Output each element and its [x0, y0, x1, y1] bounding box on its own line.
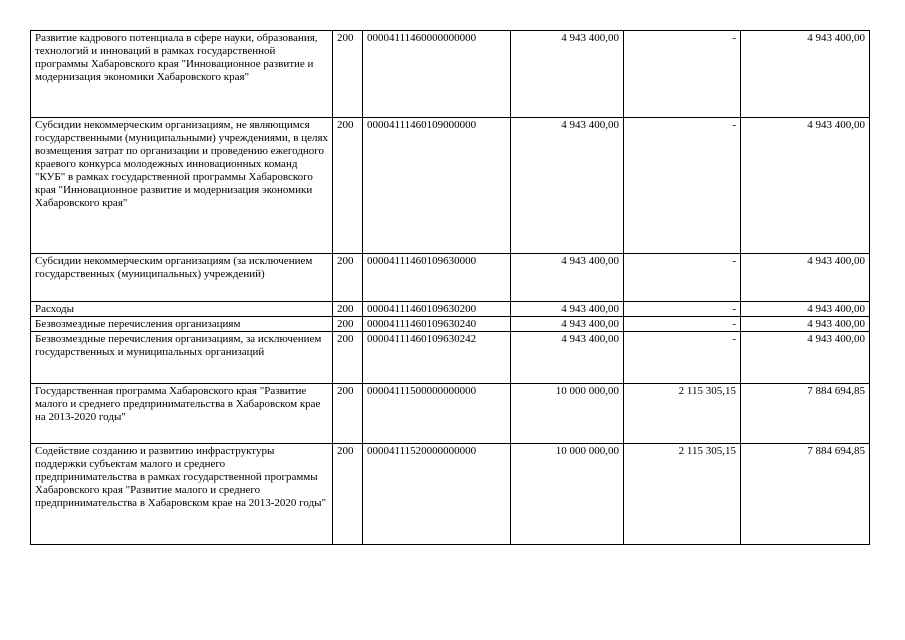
- row-approved: 10 000 000,00: [511, 444, 624, 545]
- row-executed: -: [624, 31, 741, 118]
- row-classification: 00004111460109630242: [363, 332, 511, 384]
- row-name: Безвозмездные перечисления организациям: [31, 317, 333, 332]
- row-remaining: 4 943 400,00: [741, 317, 870, 332]
- row-name: Субсидии некоммерческим организациям (за исключением государственных (муниципальных) учреждений): [31, 254, 333, 302]
- row-approved: 4 943 400,00: [511, 332, 624, 384]
- row-classification: 00004111520000000000: [363, 444, 511, 545]
- row-executed: -: [624, 302, 741, 317]
- table-row: [31, 384, 870, 444]
- table-row: [31, 317, 870, 332]
- row-approved: 10 000 000,00: [511, 384, 624, 444]
- row-name: Содействие созданию и развитию инфраструктуры поддержки субъектам малого и среднего предпринимательства в рамках государственной программы Хабаровского края "Развитие малого и среднего предпринимательства в Хабаровском крае на 2013-2020 годы": [31, 444, 333, 545]
- table-row: [31, 254, 870, 302]
- row-remaining: 4 943 400,00: [741, 31, 870, 118]
- row-code: 200: [333, 384, 363, 444]
- row-remaining: 4 943 400,00: [741, 254, 870, 302]
- row-classification: 00004111460109630000: [363, 254, 511, 302]
- row-approved: 4 943 400,00: [511, 31, 624, 118]
- row-approved: 4 943 400,00: [511, 317, 624, 332]
- row-name: Безвозмездные перечисления организациям, за исключением государственных и муниципальных организаций: [31, 332, 333, 384]
- row-classification: 00004111460109630240: [363, 317, 511, 332]
- row-name: Расходы: [31, 302, 333, 317]
- row-approved: 4 943 400,00: [511, 254, 624, 302]
- row-executed: -: [624, 317, 741, 332]
- row-approved: 4 943 400,00: [511, 118, 624, 254]
- row-code: 200: [333, 302, 363, 317]
- table-row: [31, 444, 870, 545]
- row-executed: 2 115 305,15: [624, 384, 741, 444]
- row-remaining: 4 943 400,00: [741, 332, 870, 384]
- row-remaining: 4 943 400,00: [741, 118, 870, 254]
- row-approved: 4 943 400,00: [511, 302, 624, 317]
- row-remaining: 7 884 694,85: [741, 444, 870, 545]
- row-remaining: 7 884 694,85: [741, 384, 870, 444]
- row-code: 200: [333, 332, 363, 384]
- budget-table: [30, 30, 870, 545]
- row-code: 200: [333, 118, 363, 254]
- row-code: 200: [333, 317, 363, 332]
- table-row: [31, 118, 870, 254]
- row-classification: 00004111460000000000: [363, 31, 511, 118]
- row-executed: -: [624, 118, 741, 254]
- row-executed: 2 115 305,15: [624, 444, 741, 545]
- row-name: Государственная программа Хабаровского края "Развитие малого и среднего предпринимательства в Хабаровском крае на 2013-2020 годы": [31, 384, 333, 444]
- row-executed: -: [624, 332, 741, 384]
- row-classification: 00004111500000000000: [363, 384, 511, 444]
- table-row: [31, 31, 870, 118]
- row-name: Субсидии некоммерческим организациям, не являющимся государственными (муниципальными) учреждениями, в целях возмещения затрат по организации и проведению ежегодного краевого конкурса молодежных инновационных команд "КУБ" в рамках государственной программы Хабаровского края "Инновационное развитие и модернизация экономики Хабаровского края": [31, 118, 333, 254]
- row-name: Развитие кадрового потенциала в сфере науки, образования, технологий и инноваций в рамках государственной программы Хабаровского края "Инновационное развитие и модернизация экономики Хабаровского края": [31, 31, 333, 118]
- table-row: [31, 302, 870, 317]
- row-code: 200: [333, 444, 363, 545]
- report-sheet: [30, 30, 870, 545]
- row-remaining: 4 943 400,00: [741, 302, 870, 317]
- table-row: [31, 332, 870, 384]
- row-classification: 00004111460109000000: [363, 118, 511, 254]
- row-code: 200: [333, 31, 363, 118]
- row-classification: 00004111460109630200: [363, 302, 511, 317]
- row-code: 200: [333, 254, 363, 302]
- row-executed: -: [624, 254, 741, 302]
